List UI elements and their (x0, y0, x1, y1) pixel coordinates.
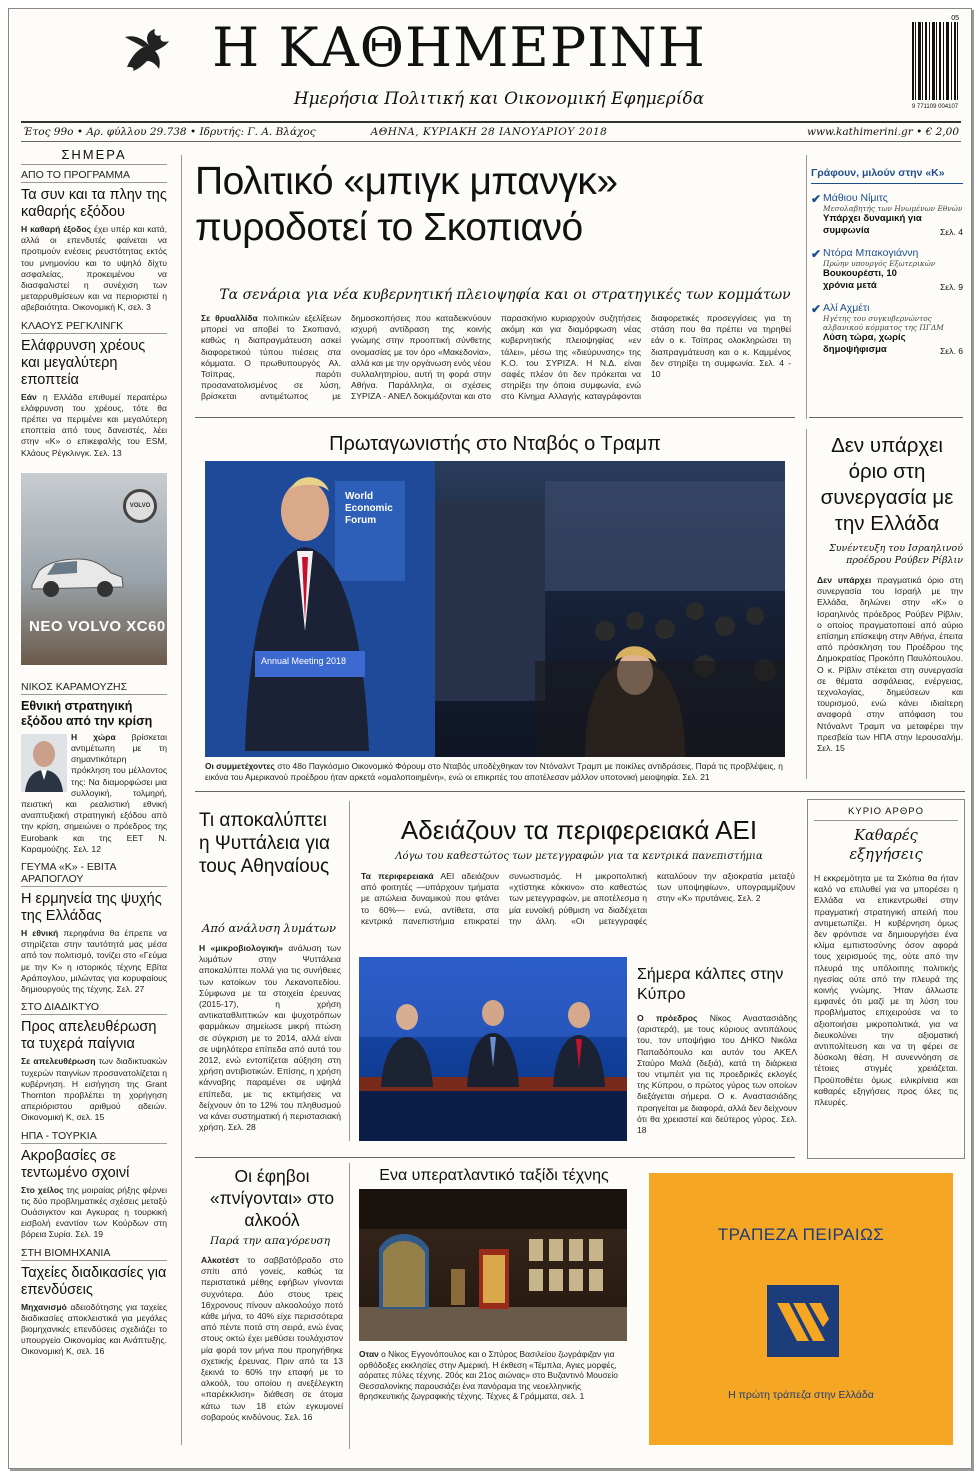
masthead-rule (21, 121, 961, 123)
volvo-ad-text: NEO VOLVO XC60 (29, 617, 166, 635)
volvo-brand: VOLVO (129, 502, 151, 509)
aei-body: Τα περιφερειακά ΑΕΙ αδειάζουν από φοιτητές —υπάρχουν τμήματα με απώλεια δυναμικού που φτάνει το 60%— ενώ, αντίθετα, στα κεντρικά πανεπιστήμια επικρατεί συνωστισμός. Η μικροπολιτική «χτίστηκε κόκκινο» στο καθεστώς των μετεγγραφών, με αποτέλεσμα η μία ευνοϊκή ρύθμιση να διαδέχεται την άλλη. «Οι μετεγγραφές καταλύουν την αξιοκρατία μεταξύ των υποψηφίων», υπογραμμίζουν στην «Κ» πρυτάνεις. Σελ. 2 (361, 871, 795, 926)
section-label: ΑΠΟ ΤΟ ΠΡΟΓΡΑΜΜΑ (21, 169, 167, 183)
forum-stage-text: World Economic Forum (345, 491, 393, 526)
cyprus-debate-icon (359, 957, 627, 1141)
israel-headline[interactable]: Δεν υπάρχει όριο στη συνεργασία με την Ελλάδα (820, 434, 954, 535)
bank-tagline: Η πρώτη τράπεζα στην Ελλάδα (728, 1389, 874, 1401)
alcohol-deck: Παρά την απαγόρευση (210, 1235, 330, 1247)
item-text: Η χώρα βρίσκεται αντιμέτωπη με τη σημαντικότερη πρόκληση του μέλλοντος της: Να διαμορφώσει μια συλλογική, τολμηρή, πειστική και ρεαλιστική εθνική αναπτυξιακή στρατηγική εξόδου από την κρίση, σημειώνει ο πρόεδρος της Eurobank και της ΕΕΤ Ν. Καραμούζης. Σελ. 12 (21, 731, 167, 854)
section-label: ΝΙΚΟΣ ΚΑΡΑΜΟΥΖΗΣ (21, 681, 167, 695)
right-top-bottom-rule (809, 417, 963, 418)
annual-meeting-banner: Annual Meeting 2018 (261, 656, 347, 666)
cyprus-photo[interactable] (359, 957, 627, 1141)
newspaper-page (8, 8, 972, 1469)
item-text: Στο χείλος της μοιραίας ρήξης φέρνει τις δύο προβληματικές σχέσεις μεταξύ Ουάσιγκτον και Αγκυρας η τουρκική εισβολή εναντίον των Κούρδων στη βόρεια Συρία. Σελ. 19 (21, 1184, 167, 1240)
aei-deck: Λόγω του καθεστώτος των μετεγγραφών για τα κεντρικά πανεπιστήμια (395, 851, 763, 862)
masthead-subtitle: Ημερήσια Πολιτική και Οικονομική Εφημερίδα (293, 89, 705, 109)
section-label: ΗΠΑ - ΤΟΥΡΚΙΑ (21, 1130, 167, 1144)
left-column-rule (181, 155, 182, 1445)
piraeus-bank-ad[interactable] (649, 1173, 953, 1445)
left-column (21, 147, 167, 1447)
alcohol-rule (349, 1163, 350, 1449)
writer-name: Μάθιου Νίμιτς (823, 192, 888, 204)
item-headline[interactable]: Προς απελευθέρωση τα τυχερά παίγνια (21, 1019, 157, 1053)
lead-body: Σε θρυαλλίδα πολιτικών εξελίξεων μπορεί να αποβεί το Σκοπιανό, καθώς η διαπραγμάτευση ασκεί διαφορετικού τύπου πιέσεις στα κόμματα. Ο πρωθυπουργός Αλ. Τσίπρας, παρότι προσανατολισμένος σε λύση, βρίσκεται αντιμέτωπος με δημοσκοπήσεις που καταδεικνύουν ισχυρή αντίδραση της κοινής γνώμης στην προοπτική σύνθετης ονομασίας με τον όρο «Μακεδονία», αλλά και με την οργάνωση ενός νέου συλλαλητηρίου, αυτή τη φορά στην Αθήνα. Παράλληλα, οι σχέσεις ΣΥΡΙΖΑ - ΑΝΕΛ δοκιμάζονται και στο παρασκήνιο κυριαρχούν συζητήσεις ακόμη και για διαμόρφωση νέας κυβερνητικής πλειοψηφίας «εν τάλει», μέσω της «διεύρυνσης» της Κ.Ο. του ΣΥΡΙΖΑ. Η Ν.Δ. είναι σαφές πλέον ότι δεν πρόκειται να στηρίξει την όποια συμφωνία, ενώ στο Κίνημα Αλλαγής καταγράφονται διαφορετικές προσεγγίσεις για τη στάση που θα πρέπει να τηρηθεί εάν ο κ. Τσίπρας ολοκληρώσει τη διαπραγμάτευση και ο κ. Καμμένος δεν στηρίξει τη συμφωνία. Σελ. 4 - 10 (201, 313, 791, 402)
section-label: ΣΤΗ ΒΙΟΜΗΧΑΝΙΑ (21, 1247, 167, 1261)
issue-info: Έτος 99ο • Αρ. φύλλου 29.738 • Ιδρυτής: Γ. Α. Βλάχος (23, 126, 316, 138)
bank-name: ΤΡΑΠΕΖΑ ΠΕΙΡΑΙΩΣ (717, 1225, 885, 1244)
alcohol-headline[interactable]: Οι έφηβοι «πνίγονται» στο αλκοόλ (209, 1166, 335, 1230)
left-item-1 (21, 169, 167, 314)
left-item-5 (21, 1001, 167, 1123)
editorial-headline[interactable]: Καθαρές εξηγήσεις (849, 828, 923, 863)
alcohol-body: Αλκοτέστ το σαββατόβραδο στο σπίτι από γονείς, καθώς τα περιστατικά μέθης εφήβων γίνονται συχνότερα. Δύο στους τρεις 16χρονους πίνουν αλκοολούχο ποτό κάθε μήνα, το 40% είχε περισσότερα από πέντε ποτά στη σειρά, ενώ ένας στους οκτώ έχει μεθύσει τουλάχιστον μία φορά τον μήνα που προηγήθηκε σχετικής έρευνας. Πριν από τα 13 ξεκινά το 60% την επαφή με το αλκοόλ, του οποίου η ανεξέλεγκτη «παρέκκλιση» διάθεση σε άτομα κάτω των 18 ετών εγκυμονεί σοβαρούς κινδύνους. Σελ. 16 (201, 1255, 343, 1422)
davos-headline[interactable]: Πρωταγωνιστής στο Νταβός ο Τραμπ (329, 433, 661, 455)
psyttaleia-body: Η «μικροβιολογική» ανάλυση των λυμάτων στην Ψυττάλεια αποκαλύπτει πολλά για τις συνήθειες των κατοίκων του Λεκανοπεδίου. Σύμφωνα με τα στοιχεία έρευνας (2015-17), η χρήση αντικαταθλιπτικών και ψυχοτρόπων φαρμάκων σημείωσε μικρή πτώση σε σύγκριση με το 2014, αλλά είναι σε υψηλότερα επίπεδα από αυτά του 2012, ενώ εντοπίζεται αύξηση στη χρήση αντιβιοτικών. Επίσης, η χρήση κάνναβης παραμένει σε υψηλά επίπεδα, με τις εκτιμήσεις να δείχνουν ότι το 12% του πληθυσμού να κάνει συστηματική ή περιστασιακή χρήση. Σελ. 28 (199, 943, 342, 1133)
writer-role: Μεσολαβητής των Ηνωμένων Εθνών (823, 204, 963, 213)
writer-name: Ντόρα Μπακογιάννη (823, 247, 919, 259)
lead-deck: Τα σενάρια για νέα κυβερνητική πλειοψηφία και οι στρατηγικές των κομμάτων (219, 287, 791, 303)
checkmark-icon: ✔ (811, 247, 822, 261)
writer-title: Βουκουρέστι, 10 χρόνια μετά (823, 268, 897, 291)
item-text: Σε απελευθέρωση των διαδικτυακών τυχερών παιγνίων προσανατολίζεται η κυβέρνηση. Η εισήγηση της Grant Thornton προβλέπει τη χορήγηση απεριόριστου αριθμού αδειών. Οικονομική Κ, σελ. 15 (21, 1056, 168, 1123)
right-column-rule (806, 155, 807, 419)
car-icon (27, 549, 127, 599)
section-label: ΓΕΥΜΑ «Κ» - ΕΒΙΤΑ ΑΡΑΠΟΓΛΟΥ (21, 861, 167, 887)
barcode (911, 15, 959, 115)
cyprus-body: Ο πρόεδρος Νίκος Αναστασιάδης (αριστερά), με τους κύριους αντιπάλους του, τον υποψήφιο του ΔΗΚΟ Νικόλα Παπαδόπουλο και αυτόν του ΑΚΕΛ Σταύρο Μαλά (δεξιά), κατά τη διάρκεια του ντιμπέιτ για τις προεδρικές εκλογές της Κύπρου, ο πρώτος γύρος των οποίων διεξάγεται σήμερα. Ο κ. Αναστασιάδης προηγείται με διαφορά, αλλά δεν δείχνουν ότι θα χρειαστεί και δεύτερος γύρος. Σελ. 18 (637, 1013, 797, 1136)
editorial-label: ΚΥΡΙΟ ΑΡΘΡΟ (814, 806, 958, 821)
editorial-box (807, 799, 965, 1159)
dateline-rule (21, 141, 961, 142)
piraeus-logo-icon (767, 1285, 839, 1357)
mid-rule (195, 791, 965, 792)
dateline: ΑΘΗΝΑ, ΚΥΡΙΑΚΗ 28 ΙΑΝΟΥΑΡΙΟΥ 2018 (370, 126, 608, 138)
barcode-bars-icon (911, 22, 959, 100)
lead-bottom-rule (195, 417, 795, 418)
checkmark-icon: ✔ (811, 192, 822, 206)
writer-item[interactable] (811, 302, 963, 356)
writer-title: Υπάρχει δυναμική για συμφωνία (823, 213, 922, 236)
volvo-ad[interactable] (21, 473, 167, 665)
left-item-4 (21, 861, 167, 995)
checkmark-icon: ✔ (811, 302, 822, 316)
issue-number: 05 (951, 15, 959, 22)
item-headline[interactable]: Εθνική στρατηγική εξόδου από την κρίση (21, 698, 153, 728)
art-photo[interactable] (359, 1189, 627, 1341)
left-item-6 (21, 1130, 167, 1241)
writer-page: Σελ. 6 (940, 346, 963, 356)
israel-body: Δεν υπάρχει πραγματικά όριο στη συνεργασία του Ισραήλ με την Ελλάδα, δηλώνει στην «Κ» ο Ισραηλινός πρόεδρος Ρούβεν Ρίβλιν, ο οποίος πραγματοποιεί από αύριο επίσημη επίσκεψη στην Αθήνα, έπειτα από πρόσκληση του Προέδρου της Δημοκρατίας Προκόπη Παυλόπουλου. Ο κ. Ρίβλιν στέκεται στη συνεργασία σε θέματα ασφάλειας, ενέργειας, τεχνολογίας, δημεύσεων και τουρισμού, ενώ κάνει ιδιαίτερη αναφορά στην απόφαση του Ντόναλντ Τραμπ να μεταφέρει την πρεσβεία των ΗΠΑ στην Ιερουσαλήμ. Σελ. 15 (817, 575, 963, 754)
writer-page: Σελ. 9 (940, 282, 963, 292)
masthead-title: Η ΚΑΘΗΜΕΡΙΝΗ (212, 16, 706, 79)
left-item-3 (21, 681, 167, 855)
lead-headline[interactable]: Πολιτικό «μπιγκ μπανγκ» πυροδοτεί το Σκοπιανό (195, 160, 618, 249)
item-text: Εάν η Ελλάδα επιθυμεί περαιτέρω ελάφρυνση του χρέους, τότε θα πρέπει να περιμένει και μεγαλύτερη εποπτεία από τους δανειστές, λέει στην «Κ» ο επικεφαλής του ESM, Κλάους Ρέγκλινγκ. Σελ. 13 (21, 391, 167, 458)
item-text: Μηχανισμό αδειοδότησης για ταχείες διαδικασίες αποκλειστικά για μεγάλες βιομηχανικές επενδύσεις σχεδιάζει το υπουργείο Οικονομίας και Ανάπτυξης. Οικονομική Κ, σελ. 16 (21, 1301, 167, 1357)
israel-deck: Συνέντευξη του Ισραηλινού προέδρου Ρούβεν Ρίβλιν (829, 543, 963, 566)
section-label: ΚΛΑΟΥΣ ΡΕΓΚΛΙΝΓΚ (21, 320, 167, 334)
writer-name: Αλί Αχμέτι (823, 302, 870, 314)
writers-box (811, 167, 963, 356)
writer-role: Ηγέτης του συγκυβερνώντος αλβανικού κόμματος της ΠΓΔΜ (823, 314, 944, 332)
davos-caption: Οι συμμετέχοντες στο 48ο Παγκόσμιο Οικονομικό Φόρουμ στο Νταβός υποδέχθηκαν τον Ντόναλντ Τραμπ με ποικίλες αντιδράσεις. Παρά τις προβλέψεις, η εικόνα του Αμερικανού προέδρου ήταν αρκετά «ομαλοποιημένη», ενώ οι επικριτές του αποτέλεσαν μάλλον υποτονική μειοψηφία. Σελ. 21 (205, 761, 783, 782)
item-headline[interactable]: Ακροβασίες σε τεντωμένο σχοινί (21, 1147, 130, 1181)
art-caption: Οταν ο Νίκος Εγγονόπουλος και ο Σπύρος Βασιλείου ζωγράφιζαν για ορθόδοξες εκκλησίες στην Αμερική. Η έκθεση «Τέμπλα, Αγιες μορφές, αόρατες πύλες τέχνης. 20ός και 21ος αιώνας» στο Βυζαντινό Μουσείο Θεσσαλονίκης παρουσιάζει ένα πανόραμα της νεοελληνικής θρησκευτικής ζωγραφικής τέχνης. Τέχνες & Γράμματα, σελ. 1 (359, 1349, 618, 1401)
item-headline[interactable]: Ελάφρυνση χρέους και μεγαλύτερη εποπτεία (21, 337, 146, 388)
art-headline[interactable]: Ενα υπερατλαντικό ταξίδι τέχνης (379, 1167, 609, 1184)
cyprus-headline[interactable]: Σήμερα κάλπες στην Κύπρο (637, 966, 784, 1003)
davos-scene-icon (205, 461, 785, 757)
writers-header: Γράφουν, μιλούν στην «Κ» (811, 167, 963, 184)
issue-price: www.kathimerini.gr • € 2,00 (806, 126, 959, 138)
author-photo-icon (21, 734, 67, 792)
psyttaleia-headline[interactable]: Τι αποκαλύπτει η Ψυττάλεια για τους Αθηναίους (199, 810, 330, 877)
writer-item[interactable] (811, 192, 963, 237)
item-text: Η καθαρή έξοδος έχει υπέρ και κατά, αλλά οι επενδυτές φαίνεται να προτιμούν ενέσεις ρευστότητας εκτός του μνημονίου και το υψηλό δίχτυ ασφαλείας, προκειμένου να διασφαλιστεί η συνέχιση των μεταρρυθμίσεων και να περιοριστεί η αβεβαιότητα. Οικονομική Κ, σελ. 3 (21, 224, 168, 313)
psyttaleia-deck: Από ανάλυση λυμάτων (202, 921, 336, 935)
writer-role: Πρώην υπουργός Εξωτερικών (823, 259, 936, 268)
writer-title: Λύση τώρα, χωρίς δημοψήφισμα (823, 332, 906, 355)
davos-photo[interactable] (205, 461, 785, 757)
volvo-logo-icon (123, 489, 157, 523)
left-item-7 (21, 1247, 167, 1358)
art-exhibition-icon (359, 1189, 627, 1341)
israel-rule (806, 429, 807, 779)
item-headline[interactable]: Τα συν και τα πλην της καθαρής εξόδου (21, 187, 167, 220)
writer-page: Σελ. 4 (940, 227, 963, 237)
barcode-digits: 9 771109 004107 (911, 104, 959, 110)
item-headline[interactable]: Ταχείες διαδικασίες για επενδύσεις (21, 1264, 167, 1298)
item-text: Η εθνική περηφάνια θα έπρεπε να στηρίζεται στην ταυτότητά μας μέσα από τον πολιτισμό, τονίζει στο «Γεύμα με την Κ» η ιστορικός τέχνης Εβίτα Αράπογλου, μιλώντας για κορυφαίους δημιουργούς της τέχνης. Σελ. 27 (21, 928, 167, 995)
psyttaleia-rule (349, 801, 350, 1141)
item-headline[interactable]: Η ερμηνεία της ψυχής της Ελλάδας (21, 891, 162, 925)
aei-headline[interactable]: Αδειάζουν τα περιφερειακά ΑΕΙ (400, 815, 758, 845)
today-label: ΣΗΜΕΡΑ (21, 147, 167, 165)
left-item-2 (21, 320, 167, 459)
lower-rule (195, 1157, 795, 1158)
section-label: ΣΤΟ ΔΙΑΔΙΚΤΥΟ (21, 1001, 167, 1015)
writer-item[interactable] (811, 247, 963, 292)
editorial-body: Η εκκρεμότητα με τα Σκόπια θα ήταν καλό να επιλυθεί για να μπορέσει η Ελλάδα να επικεντρωθεί στην πραγματική στρατηγική απειλή που αντιμετωπίζει. Η κυβέρνηση όμως δεν φρόντισε να δημιουργήσει ένα κλίμα εμπιστοσύνης όσον αφορά τους χειρισμούς της, ούτε από την πλευρά της υπόλοιπης πολιτικής ηγεσίας ούτε από την πλευρά της κοινής γνώμης. Ήταν άλλωστε εμφανές ότι μαζί με τη λύση του προβλήματος επιχειρούσε να το αξιοποιήσει μικροπολιτικά, για να διευκολύνει την αξιοματική αντιπολίτευση και να τη φέρει σε δύσκολη θέση. Η συνεννόηση σε τέτοιες στιγμές χρειάζεται. Προϋποθέτει όμως ειλικρίνεια και καθαρές εξηγήσεις προς όλες τις πλευρές. (814, 873, 958, 1108)
